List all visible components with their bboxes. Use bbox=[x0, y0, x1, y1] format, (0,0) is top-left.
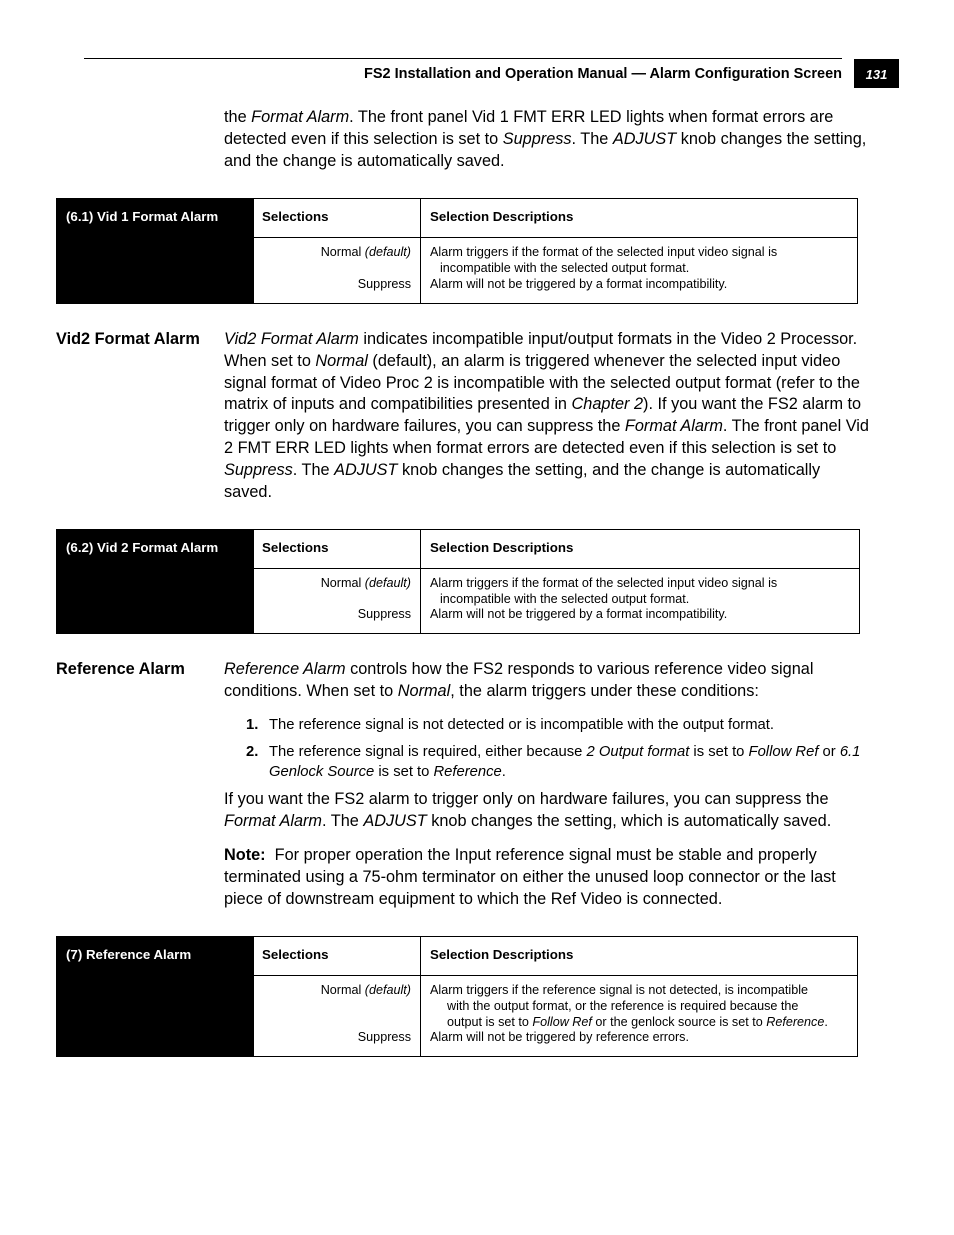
vid2-paragraph: Vid2 Format Alarm indicates incompatible input/output formats in the Video 2 Processor. When set to Normal (default), an alarm is triggered whenever the selected input video signal format of Video Proc 2 is incompatible with the selected output format (refer to the matrix of inputs and compatibilities presented in Chapter 2). If you want the FS2 alarm to trigger only on hardware failures, you can suppress the Format Alarm. The front panel Vid 2 FMT ERR LED lights when format errors are detected even if this selection is set to Suppress. The ADJUST knob changes the setting, and the change is automatically saved. bbox=[224, 330, 869, 501]
note-label: Note: bbox=[224, 846, 266, 864]
reference-paragraph-1: Reference Alarm controls how the FS2 responds to various reference video signal conditions. When set to Normal, the alarm triggers under these conditions: bbox=[224, 660, 814, 700]
description-normal: Alarm triggers if the format of the selected input video signal is incompatible with the selected output format. bbox=[430, 245, 778, 275]
description-normal: Alarm triggers if the format of the selected input video signal is incompatible with the selected output format. bbox=[430, 576, 778, 606]
header-divider bbox=[253, 237, 857, 238]
reference-paragraph-2: If you want the FS2 alarm to trigger only on hardware failures, you can suppress the Format Alarm. The ADJUST knob changes the setting, which is automatically saved. bbox=[224, 790, 832, 830]
table-label: (6.1) Vid 1 Format Alarm bbox=[66, 209, 219, 224]
selection-suppress: Suppress bbox=[357, 277, 411, 291]
vid1-format-alarm-table bbox=[56, 198, 858, 304]
selection-normal: Normal (default) bbox=[320, 983, 411, 997]
description-normal: Alarm triggers if the reference signal is not detected, is incompatible with the output format, or the reference is required because the output is set to Follow Ref or the genlock source is set to Reference. bbox=[430, 983, 828, 1029]
page-number: 131 bbox=[854, 59, 899, 88]
selection-normal: Normal (default) bbox=[320, 576, 411, 590]
selections-header: Selections bbox=[262, 540, 329, 555]
condition-item-2: 2. The reference signal is required, either because 2 Output format is set to Follow Ref or 6.1 Genlock Source is set to Reference. bbox=[246, 744, 861, 780]
reference-alarm-table bbox=[56, 936, 858, 1057]
descriptions-header: Selection Descriptions bbox=[430, 947, 574, 962]
description-suppress: Alarm will not be triggered by reference errors. bbox=[430, 1030, 689, 1044]
selections-header: Selections bbox=[262, 209, 329, 224]
table-label: (6.2) Vid 2 Format Alarm bbox=[66, 540, 219, 555]
running-header: FS2 Installation and Operation Manual — Alarm Configuration Screen bbox=[363, 66, 842, 82]
table-label: (7) Reference Alarm bbox=[66, 947, 192, 962]
selection-suppress: Suppress bbox=[357, 607, 411, 621]
selection-normal: Normal (default) bbox=[320, 245, 411, 259]
header-divider bbox=[253, 975, 857, 976]
vid2-format-alarm-table bbox=[56, 529, 860, 634]
header-rule bbox=[84, 58, 842, 59]
descriptions-header: Selection Descriptions bbox=[430, 209, 574, 224]
note-paragraph: Note: For proper operation the Input reference signal must be stable and properly terminated using a 75-ohm terminator on either the unused loop connector or the last piece of downstream equipment to which the Ref Video is connected. bbox=[224, 846, 836, 908]
description-suppress: Alarm will not be triggered by a format incompatibility. bbox=[430, 277, 728, 291]
selections-header: Selections bbox=[262, 947, 329, 962]
intro-paragraph: the Format Alarm. The front panel Vid 1 FMT ERR LED lights when format errors are detected even if this selection is set to Suppress. The ADJUST knob changes the setting, and the change is automatically saved. bbox=[224, 108, 867, 170]
descriptions-header: Selection Descriptions bbox=[430, 540, 574, 555]
condition-item-1: 1. The reference signal is not detected or is incompatible with the output format. bbox=[246, 717, 775, 733]
header-divider bbox=[253, 568, 859, 569]
vid2-heading: Vid2 Format Alarm bbox=[56, 330, 200, 348]
reference-heading: Reference Alarm bbox=[56, 660, 185, 678]
description-suppress: Alarm will not be triggered by a format incompatibility. bbox=[430, 607, 728, 621]
selection-suppress: Suppress bbox=[357, 1030, 411, 1044]
